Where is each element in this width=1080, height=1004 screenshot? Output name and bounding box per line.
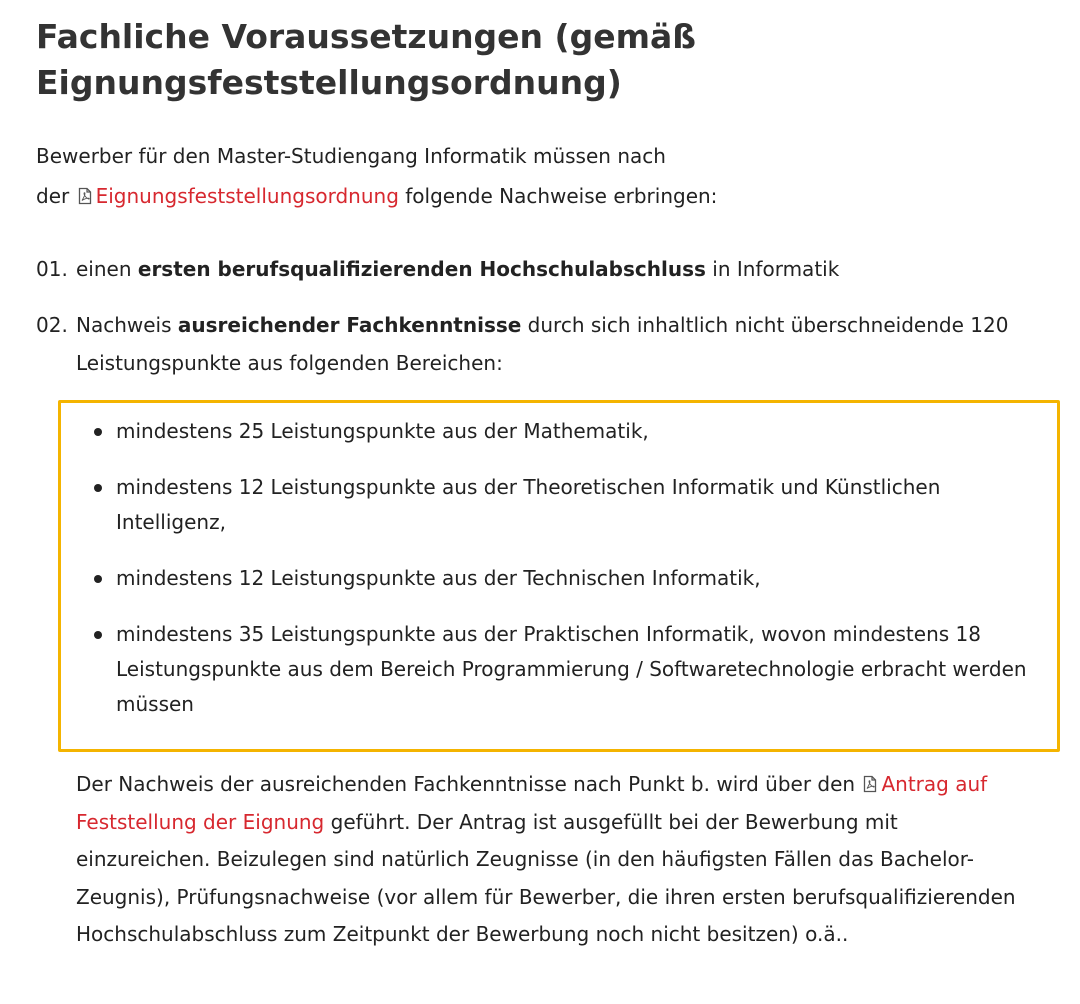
- credit-areas-list: [92, 414, 1042, 743]
- bullet-dot-icon: [94, 428, 102, 436]
- intro-suffix: folgende Nachweise erbringen:: [398, 184, 718, 208]
- credit-area-text: mindestens 12 Leistungspunkte aus der Theoretischen Informatik und Künstlichen Intelligenz,: [116, 475, 941, 534]
- eignungsfeststellungsordnung-link[interactable]: [76, 184, 399, 208]
- eignungsfeststellungsordnung-link-label: Eignungsfeststellungsordnung: [95, 184, 399, 208]
- requirement-text-after: durch sich inhaltlich nicht überschneidende 120 Leistungspunkte aus folgenden Bereichen:: [76, 313, 1009, 375]
- bullet-dot-icon: [94, 484, 102, 492]
- bullet-dot-icon: [94, 631, 102, 639]
- credit-area-item: [92, 561, 1042, 596]
- intro-line-2: [36, 176, 1036, 216]
- requirement-bold-text: ersten berufsqualifizierenden Hochschulabschluss: [137, 257, 706, 281]
- credit-area-item: [92, 617, 1042, 722]
- requirement-number: 02.: [36, 313, 68, 337]
- application-note: [76, 766, 1036, 954]
- requirement-item-1: [36, 250, 1060, 288]
- intro-prefix: der: [36, 184, 76, 208]
- pdf-file-icon: [861, 775, 879, 793]
- credit-area-text: mindestens 12 Leistungspunkte aus der Technischen Informatik,: [116, 566, 761, 590]
- note-text-after: geführt. Der Antrag ist ausgefüllt bei der Bewerbung mit einzureichen. Beizulegen sind natürlich Zeugnisse (in den häufigsten Fällen das Bachelor-Zeugnis), Prüfungsnachweise (vor allem für Bewerber, die ihren ersten berufsqualifizierenden Hochschulabschluss zum Zeitpunkt der Bewerbung noch nicht besitzen) o.ä..: [76, 809, 1016, 946]
- intro-line-1: Bewerber für den Master-Studiengang Informatik müssen nach: [36, 144, 666, 168]
- credit-area-text: mindestens 35 Leistungspunkte aus der Praktischen Informatik, wovon mindestens 18 Leistungspunkte aus dem Bereich Programmierung / Softwaretechnologie erbracht werden müssen: [116, 622, 1027, 716]
- intro-paragraph: [36, 136, 1036, 216]
- credit-area-item: [92, 470, 1042, 540]
- credit-area-item: [92, 414, 1042, 449]
- requirement-text-before: Nachweis: [76, 313, 178, 337]
- requirement-text-after: in Informatik: [705, 257, 840, 281]
- requirements-list: [36, 250, 1060, 382]
- antrag-feststellung-link-label: Antrag auf Feststellung der Eignung: [76, 772, 988, 834]
- requirement-item-2: [36, 306, 1060, 382]
- note-text-before: Der Nachweis der ausreichenden Fachkenntnisse nach Punkt b. wird über den: [76, 772, 862, 796]
- page-title: Fachliche Voraussetzungen (gemäß Eignungsfeststellungsordnung): [36, 17, 697, 102]
- pdf-file-icon: [76, 187, 94, 205]
- requirement-bold-text: ausreichender Fachkenntnisse: [177, 313, 522, 337]
- requirement-number: 01.: [36, 257, 68, 281]
- credit-area-text: mindestens 25 Leistungspunkte aus der Mathematik,: [116, 419, 649, 443]
- requirement-text-before: einen: [76, 257, 138, 281]
- bullet-dot-icon: [94, 575, 102, 583]
